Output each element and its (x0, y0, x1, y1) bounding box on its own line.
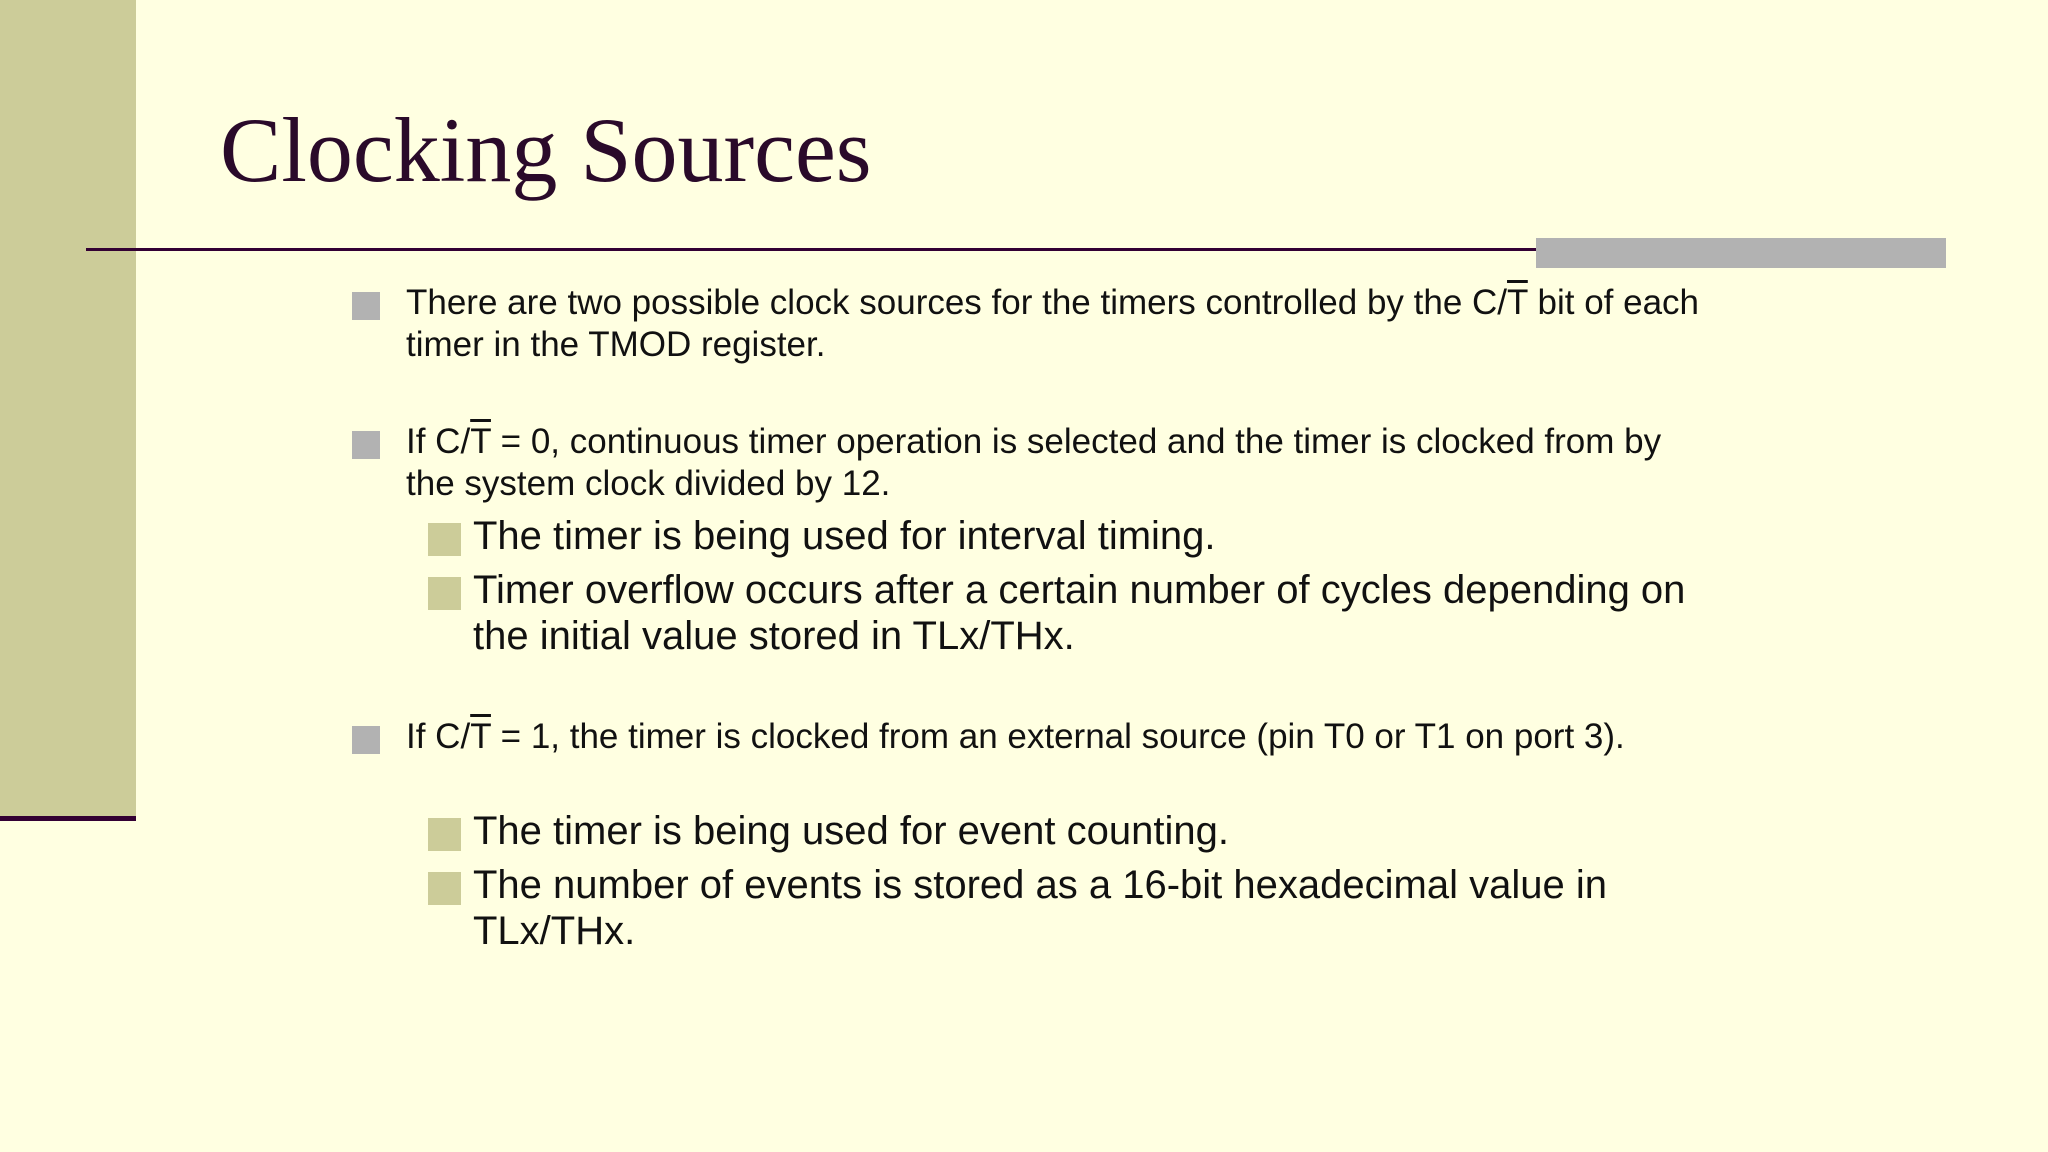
overlined-t: $\overline{T}$ (470, 717, 491, 756)
left-decorative-band (0, 0, 136, 818)
square-bullet-icon (352, 726, 380, 754)
square-bullet-icon (352, 292, 380, 320)
square-sub-bullet-icon (428, 577, 461, 610)
bullet-text: If $C/\overline{T} = 0$, continuous timer operation is selected and the timer is clocked from by the system clock divided by 12. (406, 422, 1662, 503)
square-bullet-icon (352, 431, 380, 459)
bullet-text: There are two possible clock sources for the timers controlled by the $C/\overline{T}$ bit of each timer in the TMOD register. (406, 283, 1700, 364)
square-sub-bullet-icon (428, 872, 461, 905)
sub-bullet-text: The timer is being used for interval timing. (473, 514, 1216, 558)
overlined-t: $\overline{T}$ (470, 422, 491, 461)
square-sub-bullet-icon (428, 818, 461, 851)
title-accent-bar (1536, 238, 1946, 268)
sub-bullet-text: Timer overflow occurs after a certain number of cycles depending on the initial value stored in TLx/THx. (473, 568, 1686, 658)
bullet-text: If $C/\overline{T} = 1$, the timer is clocked from an external source (pin T0 or T1 on port 3). (406, 717, 1625, 756)
overlined-t: $\overline{T}$ (1507, 283, 1528, 322)
square-sub-bullet-icon (428, 523, 461, 556)
slide-title: Clocking Sources (220, 99, 872, 201)
left-band-underline (0, 816, 136, 821)
sub-bullet-text: The number of events is stored as a 16-bit hexadecimal value in TLx/THx. (473, 863, 1607, 953)
sub-bullet-text: The timer is being used for event counting. (473, 809, 1229, 853)
